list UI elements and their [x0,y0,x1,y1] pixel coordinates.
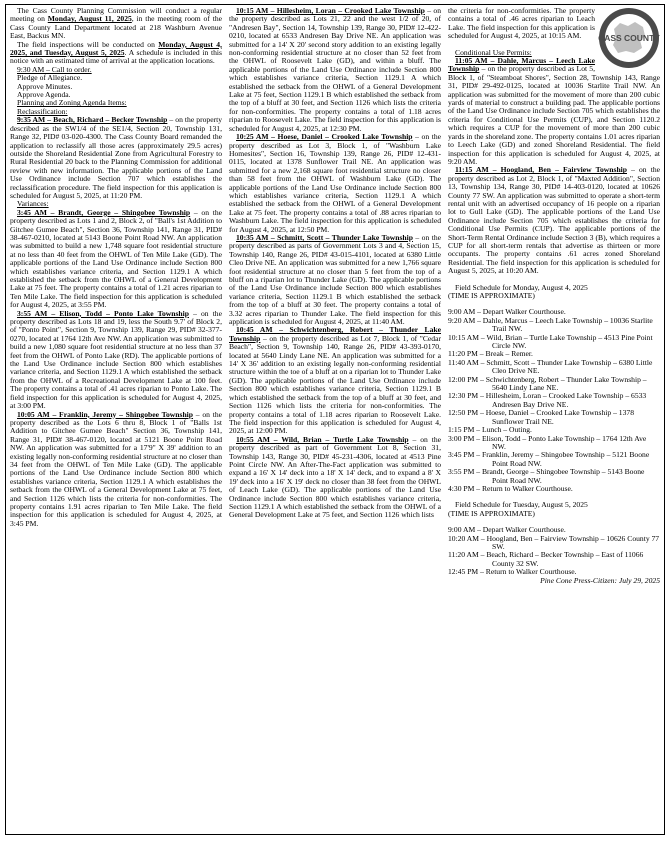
application-heading: 10:45 AM – Schwichtenberg, Robert – Thunder Lake Township [229,325,441,343]
continued-text: the criteria for non-conformities. The property contains a total of .46 acres riparian to Leach Lake. The field inspection for this application is scheduled for August 4, 2025, at 10:15 AM. [448,7,595,41]
application-item: 10:45 AM – Schwichtenberg, Robert – Thunder Lake Township – on the property described as Lot 7, Block 1, of "Cedar Beach", Section 9, Township 140, Range 26, PID# 43-393-0170, located at 5640 Lindy Lane NE. An application was submitted for a 14' X 36' addition to an existing legally non-conforming residential structure within the toe of a bluff at on a riparian lot to Thunder Lake (GD). The applicable portions of the Land Use Ordinance include Section 800 which establishes variance criteria, Section 1129.1 B which established the setback from the top of a bluff at 30 feet, and Section 1126 which lists the criteria for non-conformities. The property contains a total of 1.18 acres riparian to Roosevelt Lake. The field inspection for this application is scheduled for August 4, 2025, at 12:00 PM. [229,325,441,436]
schedule-subtitle: (TIME IS APPROXIMATE) [448,291,535,300]
agenda-item: Planning and Zoning Agenda Items: [17,98,127,108]
schedule-title: Field Schedule for Tuesday, August 5, 2025 [455,500,588,510]
schedule-entry: 3:45 PM – Franklin, Jeremy – Shingobee Township – 5121 Boone Point Road NW. [448,450,650,468]
schedule-entry: 10:20 AM – Hoogland, Ben – Fairview Township – 10626 County 77 SW. [448,533,660,551]
schedule-entry: 12:00 PM – Schwichtenberg, Robert – Thunder Lake Township – 5640 Lindy Lane NE. [448,374,647,393]
schedule-title: Field Schedule for Monday, August 4, 2025 [455,282,588,292]
publication-credit: Pine Cone Press-Citizen: July 29, 2025 [540,575,660,585]
application-item: 10:25 AM – Hoese, Daniel – Crooked Lake Township – on the property described as Lot 3, Block 1, of "Washburn Lake Homesites", Section 16, Township 139, Range 26, PID# 12-431-0115, located at 1378 Sunflower Trail NE. An application was submitted for a new 2,168 square foot residential structure no closer than 58 feet from the OHWL of Washburn Lake (GD). The applicable portions of the Land Use Ordinance include Section 800 which establishes variance criteria, Section 1129.1 A which established the setback from the OHWL of a General Development Lake at 75 feet. The property contains a total of .88 acres riparian to Washburn Lake. The field inspection for this application is scheduled for August 4, 2025, at 12:50 PM. [229,132,441,234]
application-heading: 11:15 AM – Hoogland, Ben – Fairview Township [455,165,627,175]
schedule-entry: 12:45 PM – Return to Walker Courthouse. [448,567,577,577]
inspection-dates: Monday, August 4, 2025, and Tuesday, August 5, 2025 [10,39,222,58]
application-item: 10:35 AM – Schmitt, Scott – Thunder Lake Township – on the property described as parts of Government Lots 3 and 4, Section 15, Township 140, Range 26, PID# 43-015-4101, located at 6380 Little Cleo Drive NE. An application was submitted for a new 1,766 square foot residential structure at no closer than 5 feet from the top of a bluff on a riparian lot to Thunder Lake (GD). The applicable portions of the Land Use Ordinance include Section 800 which establishes variance criteria, Section 1129.1 B which established the setback from the top of a bluff at 30 feet. The property contains a total of 3.32 acres riparian to Thunder Lake. The field inspection for this application is scheduled for August 4, 2025, at 11:40 AM. [229,232,441,327]
application-item: 10:15 AM – Hillesheim, Loran – Crooked Lake Township – on the property described as Lots 21, 22 and the west 1/2 of 20, of "Andresen Bay", Section 14, Township 139, Range 30, PID# 12-422-0210, located at 6533 Andresen Bay Drive NE. An application was submitted for a 14' X 20' second story addition to an existing legally non-conforming residential structure at no closer than 52 feet from the OHWL of Roosevelt Lake (GD), and within a bluff. The applicable portions of the Land Use Ordinance include Section 800 which establishes variance criteria, Section 1129.1 A which established the setback from the OHWL of a General Development Lake at 75 feet, Section 1129.1 B which established the setback from the top of a bluff at 30 feet, and Section 1126 which lists the criteria for non-conformities. The property contains a total of 1.18 acres riparian to Roosevelt Lake. The field inspection for this application is scheduled for August 4, 2025, at 12:30 PM. [229,7,441,133]
agenda-item: Reclassification: [17,106,68,116]
schedule-entry: 9:00 AM – Depart Walker Courthouse. [448,307,566,317]
agenda-item: Approve Agenda. [17,90,71,100]
schedule-entry: 12:30 PM – Hillesheim, Loran – Crooked Lake Township – 6533 Andresen Bay Drive NE. [448,391,647,409]
agenda-item: Pledge of Allegiance. [17,73,83,83]
legal-notice [5,4,665,835]
application-item: 10:55 AM – Wild, Brian – Turtle Lake Township – on the property described as part of Government Lot 8, Section 31, Township 143, Range 30, PID# 45-231-4306, located at 4513 Pine Point Circle NW. An After-The-Fact application was submitted to expand a 16' X 14' deck into a 18' X 14' deck, and to expand a 8' X 19' deck into a 16' X 19' deck no closer than 38 feet from the OHWL of Leach Lake (GD). The applicable portions of the Land Use Ordinance include Section 800 which establishes variance criteria, Section 1129.1 A which established the setback from the OHWL of a General Development Lake at 75 feet, and Section 1126 which lists [229,434,441,520]
schedule-monday [448,308,660,493]
agenda-item: Approve Minutes. [17,81,73,91]
schedule-entry: 9:20 AM – Dahle, Marcus – Leech Lake Township – 10036 Starlite Trail NW. [448,315,653,334]
application-item: 3:55 AM – Elison, Todd – Ponto Lake Township – on the property described as Lots 18 and 19, less the South 9.7' of Block 2, of "Ponto Point", Section 9, Township 139, Range 29, PID# 32-377-0270, located at 1764 12th Ave NW. An application was submitted to build a new 1,080 square foot residential structure at no less than 37 feet from the OHWL of Ponto Lake (RD). The applicable portions of the Land Use Ordinance include Section 800 which establishes variance criteria, and Section 1129.1 A which established the setback from the OHWL of a Recreational Development Lake at 100 feet. The property contains a total of .41 acres riparian to Ponto Lake. The field inspection for this application is scheduled for August 4, 2025, at 3:00 PM. [10,308,222,411]
application-heading: 10:05 AM – Franklin, Jeremy – Shingobee Township [17,409,194,419]
application-item: 9:35 AM – Beach, Richard – Becker Township – on the property described as the SW1/4 of the SE1/4, Section 20, Township 131, Range 32, PID# 03-020-4300. The Cass County Board remanded the application to reclassify all those acres (approximately 29.5 acres) outside the Shoreland Residential Zone from Agricultural Forestry to Rural Residential 20 back to the Planning Commission for additional review with new information. The applicable portions of the Land Use Ordinance include Section 707 which establishes the reclassification procedure. The field inspection for this application is scheduled for August 5, 2025, at 11:20 PM. [10,115,222,200]
column-2 [229,7,441,832]
schedule-subtitle: (TIME IS APPROXIMATE) [448,508,535,518]
application-item: 11:05 AM – Dahle, Marcus – Leech Lake Township – on the property described as Lot 5, Block 1, of "Steamboat Shores", Section 28, Township 143, Range 31, PID# 29-492-0125, located at 10036 Starlite Trail NW. An application was submitted for the movement of more than 200 cubic yards of material to construct a building pad. The applicable portions of the Land Use Ordinance include Section 705 which establishes the criteria for Conditional Use Permits (CUP), and Section 1120.2 which requires a CUP for the movement of more than 200 cubic yards in the shoreland zone. The property contains 1.01 acres riparian to Leech Lake (GD) and zoned Shoreland Residential. The field inspection for this application is scheduled for August 4, 2025, at 9:20 AM. [448,56,660,166]
application-heading: 10:15 AM – Hillesheim, Loran – Crooked Lake Township [236,7,425,15]
agenda-item: 9:30 AM – Call to order. [17,64,92,74]
application-item: 11:15 AM – Hoogland, Ben – Fairview Township – on the property described as Lot 2, Block 1, of "Maxted Addition", Section 13, Township 134, Range 30, PID# 14-403-0120, located at 10626 County 77 SW. An application was submitted to operate a short-term rental unit with an advertised occupancy of 16 people on a riparian lot to Gull Lake (GD). The applicable portions of the Land Use Ordinance include Section 705 which establishes the criteria for Conditional Use Permits (CUP). The applicable portions of the Short-Term Rental Ordinance include Section 3 (B), which requires a CUP for all short-term rentals that advertise as thirteen or more occupants. The property contains .61 acres zoned Shoreland Residential. The field inspection for this application is scheduled for August 5, 2025, at 10:20 AM. [448,165,660,276]
meeting-date: Monday, August 11, 2025 [47,14,132,24]
schedule-entry: 4:30 PM – Return to Walker Courthouse. [448,483,573,493]
application-heading: 11:05 AM – Dahle, Marcus – Leech Lake Township [448,56,595,74]
intro-paragraph: The Cass County Planning Commission will conduct a regular meeting on Monday, August 11, 2025, in the meeting room of the Cass County Land Department located at 218 Washburn Avenue East, Backus MN. [10,7,222,41]
logo-text: CASS COUNTY [598,33,660,43]
application-heading: 9:35 AM – Beach, Richard – Becker Township [17,115,168,125]
application-heading: 3:45 AM – Brandt, George – Shingobee Township [17,207,191,217]
application-heading: 10:55 AM – Wild, Brian – Turtle Lake Township [236,434,409,444]
schedule-entry: 10:15 AM – Wild, Brian – Turtle Lake Township – 4513 Pine Point Circle NW. [448,332,653,351]
schedule-entry: 9:00 AM – Depart Walker Courthouse. [448,525,566,535]
application-heading: 10:25 AM – Hoese, Daniel – Crooked Lake Township [236,132,413,142]
schedule-entry: 1:15 PM – Lunch – Outing. [448,425,532,435]
application-heading: 10:35 AM – Schmitt, Scott – Thunder Lake Township [236,232,413,242]
section-heading: Variances: [17,199,49,209]
schedule-entry: 11:20 PM – Break – Remer. [448,349,533,359]
section-heading: Conditional Use Permits: [455,47,532,57]
schedule-entry: 11:40 AM – Schmitt, Scott – Thunder Lake Township – 6380 Little Cleo Drive NE. [448,357,653,376]
application-item: 10:05 AM – Franklin, Jeremy – Shingobee Township – on the property described as the Lots 6 thru 8, Block 1 of "Balls 1st Addition to Gitchee Gumee Beach" Section 36, Township 141, Range 31, PID# 38-467-0120, located at 5121 Boone Point Road NW. An application was submitted for a 17'9" X 39' addition to an existing legally non-conforming residential structure at no closer than 34 feet from the OHWL of Ten Mile Lake (GD). The applicable portions of the Land Use Ordinance include Section 800 which establishes variance criteria, Section 1129.1 A which establishes the setback from the OHWL of a General Development Lake at 75 feet, and Section 1126 which lists the criteria for non-conformities. The property contains 1.91 acres riparian to Ten Mile Lake. The field inspection for this application is scheduled for August 4, 2025, at 3:45 PM. [10,409,222,528]
schedule-tuesday [448,526,660,576]
agenda-list [10,66,222,116]
schedule-entry: 12:50 PM – Hoese, Daniel – Crooked Lake Township – 1378 Sunflower Trail NE. [448,408,634,426]
application-heading: 3:55 AM – Elison, Todd – Ponto Lake Township [17,308,189,318]
schedule-entry: 11:20 AM – Beach, Richard – Becker Township – East of 11066 County 32 SW. [448,550,644,568]
inspection-paragraph: The field inspections will be conducted on Monday, August 4, 2025, and Tuesday, August 5, 2025. A schedule is included in this notice with an estimated time of arrival at the application locations. [10,39,222,66]
column-3 [448,7,660,832]
application-item: 3:45 AM – Brandt, George – Shingobee Township – on the property described as Lots 1 and 2, Block 2, of "Ball's 1st Addition to Gitchee Gumee Beach", Section 36, Township 141, Range 31, PID# 38-467-0210, located at 5143 Boone Point Road NW. An application was submitted to build a new 1,748 square foot residential structure at no less than 40 feet from the OHWL of Ten Mile Lake (GD). The applicable portions of the Land Use Ordinance include Section 800 which establishes variance criteria, and Section 1129.1 A which established the setback from the OHWL of a General Development Lake at 75 feet. The property contains a total of 1.21 acres riparian to Ten Mile Lake. The field inspection for this application is scheduled for August 4, 2025, at 3:55 PM. [10,207,222,310]
schedule-entry: 3:55 PM – Brandt, George – Shingobee Township – 5143 Boone Point Road NW. [448,467,645,485]
schedule-entry: 3:00 PM – Elison, Todd – Ponto Lake Township – 1764 12th Ave NW. [448,433,647,451]
cass-county-logo [598,7,660,69]
column-1 [10,7,222,832]
